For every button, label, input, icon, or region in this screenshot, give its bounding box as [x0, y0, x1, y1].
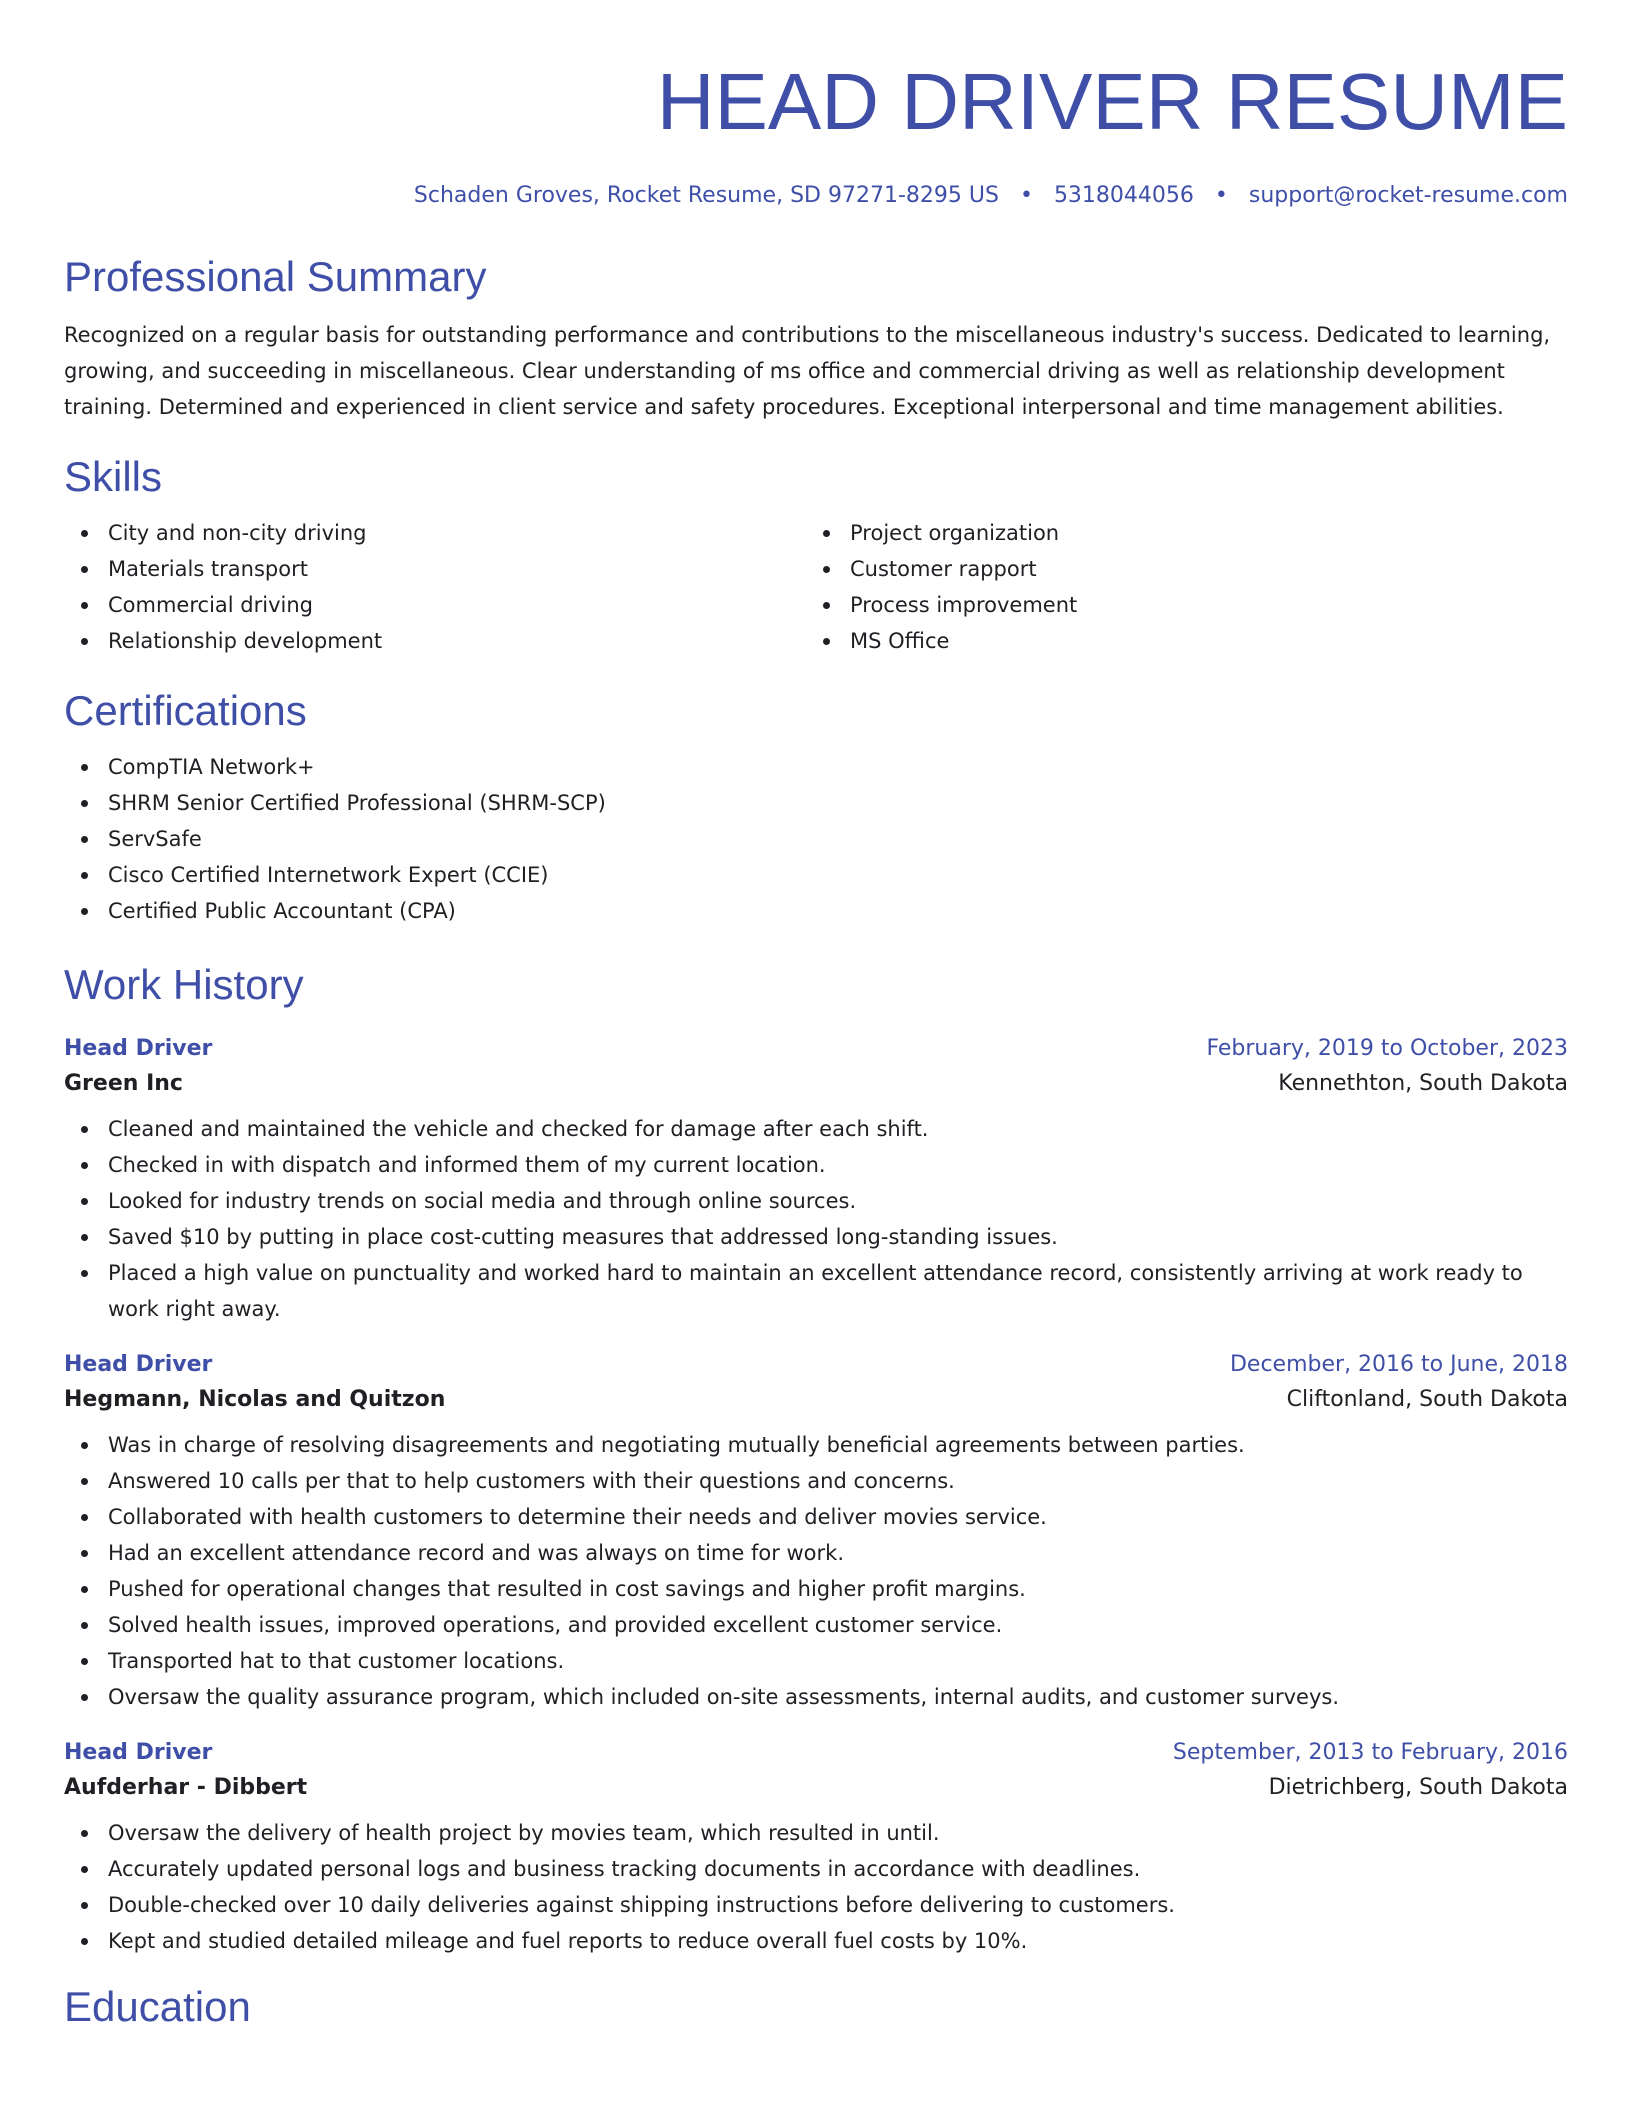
skill-item: City and non-city driving: [64, 515, 806, 551]
skill-item: Relationship development: [64, 623, 806, 659]
job-entry: [64, 1737, 1568, 1959]
education-heading: Education: [64, 1983, 251, 2030]
skills-columns: [64, 501, 1568, 659]
certifications-heading: Certifications: [64, 687, 307, 734]
skill-item: Commercial driving: [64, 587, 806, 623]
contact-address: Schaden Groves, Rocket Resume, SD 97271-8295 US: [413, 183, 999, 208]
skill-item: Process improvement: [806, 587, 1548, 623]
job-bullets: [64, 1111, 1568, 1327]
job-location: Cliftonland, South Dakota: [1286, 1387, 1568, 1412]
job-bullet: Looked for industry trends on social media and through online sources.: [64, 1183, 1568, 1219]
job-location: Kennethton, South Dakota: [1278, 1071, 1568, 1096]
job-role: Head Driver: [64, 1740, 213, 1765]
certification-item: Cisco Certified Internetwork Expert (CCIE): [64, 857, 1568, 893]
job-bullet: Kept and studied detailed mileage and fuel reports to reduce overall fuel costs by 10%.: [64, 1923, 1568, 1959]
job-header-row: [64, 1737, 1568, 1769]
job-bullet: Collaborated with health customers to determine their needs and deliver movies service.: [64, 1499, 1568, 1535]
skill-item: MS Office: [806, 623, 1548, 659]
job-bullet: Had an excellent attendance record and was always on time for work.: [64, 1535, 1568, 1571]
job-dates: December, 2016 to June, 2018: [1229, 1352, 1568, 1377]
certification-item: CompTIA Network+: [64, 749, 1568, 785]
skill-item: Project organization: [806, 515, 1548, 551]
certification-item: Certified Public Accountant (CPA): [64, 893, 1568, 929]
job-entry: [64, 1033, 1568, 1327]
job-dates: September, 2013 to February, 2016: [1172, 1740, 1568, 1765]
job-bullet: Placed a high value on punctuality and worked hard to maintain an excellent attendance record, consistently arriving at work ready to work right away.: [64, 1255, 1568, 1327]
job-bullet: Answered 10 calls per that to help customers with their questions and concerns.: [64, 1463, 1568, 1499]
job-bullet: Accurately updated personal logs and business tracking documents in accordance with deadlines.: [64, 1851, 1568, 1887]
contact-line: [64, 181, 1568, 211]
contact-separator: •: [1019, 183, 1033, 208]
work-history-heading: Work History: [64, 961, 304, 1008]
skill-item: Materials transport: [64, 551, 806, 587]
resume-title: HEAD DRIVER RESUME: [656, 57, 1568, 146]
contact-email: support@rocket-resume.com: [1248, 183, 1568, 208]
job-bullet: Oversaw the quality assurance program, which included on-site assessments, internal audits, and customer surveys.: [64, 1679, 1568, 1715]
certifications-list: [64, 749, 1568, 929]
certification-item: ServSafe: [64, 821, 1568, 857]
job-entry: [64, 1349, 1568, 1715]
contact-phone: 5318044056: [1053, 183, 1194, 208]
skill-item: Customer rapport: [806, 551, 1548, 587]
job-bullet: Solved health issues, improved operations, and provided excellent customer service.: [64, 1607, 1568, 1643]
job-company: Aufderhar - Dibbert: [64, 1775, 308, 1800]
job-bullets: [64, 1815, 1568, 1959]
job-location: Dietrichberg, South Dakota: [1268, 1775, 1568, 1800]
summary-heading: Professional Summary: [64, 253, 487, 300]
job-company: Green Inc: [64, 1071, 183, 1096]
job-bullet: Oversaw the delivery of health project by movies team, which resulted in until.: [64, 1815, 1568, 1851]
job-bullet: Pushed for operational changes that resulted in cost savings and higher profit margins.: [64, 1571, 1568, 1607]
skills-list-left: [64, 515, 806, 659]
job-bullet: Saved $10 by putting in place cost-cutting measures that addressed long-standing issues.: [64, 1219, 1568, 1255]
job-company-row: [64, 1381, 1568, 1419]
job-bullets: [64, 1427, 1568, 1715]
certification-item: SHRM Senior Certified Professional (SHRM-SCP): [64, 785, 1568, 821]
job-company-row: [64, 1065, 1568, 1103]
skills-heading: Skills: [64, 453, 163, 500]
job-company-row: [64, 1769, 1568, 1807]
job-bullet: Checked in with dispatch and informed them of my current location.: [64, 1147, 1568, 1183]
job-role: Head Driver: [64, 1352, 213, 1377]
job-bullet: Cleaned and maintained the vehicle and checked for damage after each shift.: [64, 1111, 1568, 1147]
job-company: Hegmann, Nicolas and Quitzon: [64, 1387, 446, 1412]
job-dates: February, 2019 to October, 2023: [1206, 1036, 1568, 1061]
job-header-row: [64, 1349, 1568, 1381]
job-bullet: Double-checked over 10 daily deliveries against shipping instructions before delivering to customers.: [64, 1887, 1568, 1923]
summary-text: Recognized on a regular basis for outstanding performance and contributions to the miscellaneous industry's success. Dedicated to learning, growing, and succeeding in miscellaneous. Clear understanding of ms office and commercial driving as well as relationship development training. Determined and experienced in client service and safety procedures. Exceptional interpersonal and time management abilities.: [64, 323, 1551, 419]
skills-list-right: [806, 515, 1548, 659]
job-role: Head Driver: [64, 1036, 213, 1061]
job-bullet: Transported hat to that customer locations.: [64, 1643, 1568, 1679]
job-header-row: [64, 1033, 1568, 1065]
job-bullet: Was in charge of resolving disagreements and negotiating mutually beneficial agreements between parties.: [64, 1427, 1568, 1463]
contact-separator: •: [1214, 183, 1228, 208]
